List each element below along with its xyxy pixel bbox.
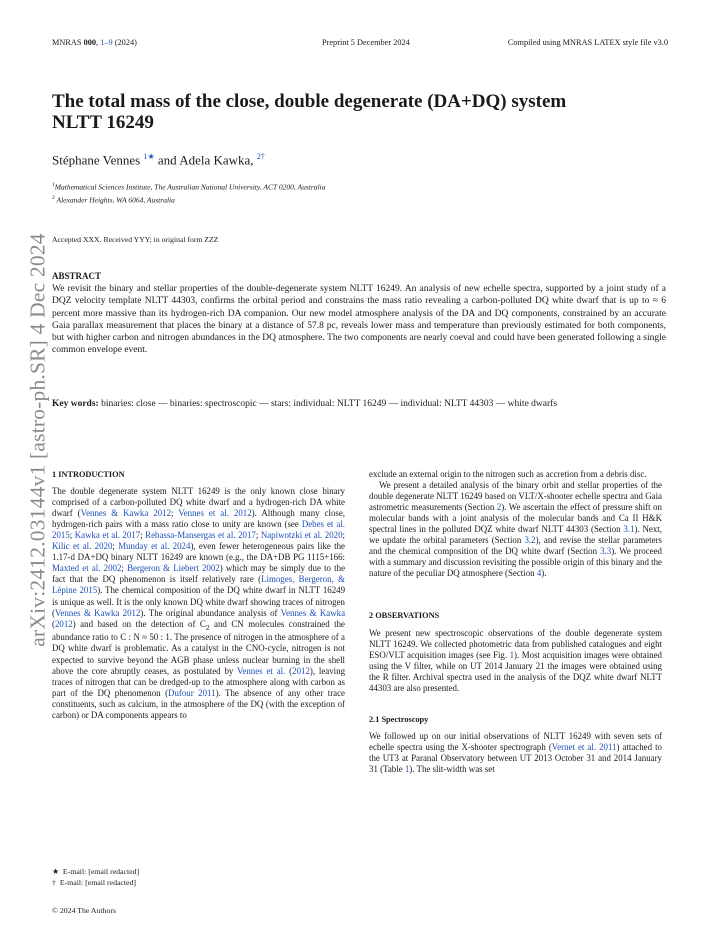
citation-link[interactable]: Debes et al. 2015 xyxy=(52,519,345,541)
author-1: Stéphane Vennes xyxy=(52,152,141,168)
section-ref-link[interactable]: 3.3 xyxy=(600,546,612,557)
citation-link[interactable]: Limoges, Bergeron, & Lépine 2015 xyxy=(52,574,345,596)
page-range-link[interactable]: 1–9 xyxy=(100,38,113,47)
author-list: Stéphane Vennes $^{1★}$ and Adela Kawka, $^{2\dagger}$ xyxy=(52,152,265,168)
author-2: Adela Kawka, xyxy=(179,152,254,168)
citation-link[interactable]: Kawka et al. 2017 xyxy=(74,530,141,541)
subsection-heading-spectroscopy: 2.1 Spectroscopy xyxy=(369,714,429,724)
email-link[interactable]: E-mail: [email redacted] xyxy=(59,877,137,887)
section-ref-link[interactable]: 3.2 xyxy=(524,535,536,546)
citation-link[interactable]: Dufour 2011 xyxy=(168,687,216,698)
citation-link[interactable]: Rebassa-Mansergas et al. 2017 xyxy=(145,530,256,541)
abstract xyxy=(52,270,666,356)
footnote-2: † E-mail: [email redacted] xyxy=(52,877,137,887)
copyright: © 2024 The Authors xyxy=(52,906,117,915)
section-heading-introduction: 1 INTRODUCTION xyxy=(52,470,125,479)
citation-link[interactable]: Vennes & Kawka 2012 xyxy=(80,508,172,519)
footnotes xyxy=(52,867,139,888)
journal-citation: MNRAS 000, 1–9 (2024) xyxy=(52,38,137,47)
section-ref-link[interactable]: 2 xyxy=(496,502,502,513)
section-ref-link[interactable]: 4 xyxy=(536,568,542,579)
affiliation-2: $^2$ Alexander Heights, WA 6064, Australia xyxy=(52,195,175,205)
section-heading-observations: 2 OBSERVATIONS xyxy=(369,611,440,621)
right-column xyxy=(369,469,662,775)
spectroscopy-paragraph: We followed up on our initial observations of NLTT 16249 with seven sets of echelle spectra using the X-shooter spectrograph (Vernet et al. 2011) attached to the UT3 at Paranal Observatory between UT 2013 October 31 and 2014 January 31 (Table 1). The slit-width was set xyxy=(369,730,662,774)
citation-link[interactable]: Vennes & Kawka xyxy=(280,607,346,618)
paper-title: The total mass of the close, double degenerate (DA+DQ) system NLTT 16249 xyxy=(52,91,567,133)
citation-link[interactable]: Napiwotzki et al. 2020 xyxy=(260,530,343,541)
table-ref-link[interactable]: 1 xyxy=(404,763,410,774)
running-header xyxy=(52,38,668,50)
affiliations xyxy=(52,180,325,206)
accepted-note: Accepted XXX. Received YYY; in original form ZZZ xyxy=(52,235,219,244)
citation-link[interactable]: Vennes et al. xyxy=(237,665,286,676)
keywords xyxy=(52,398,666,410)
citation-link[interactable]: Munday et al. 2024 xyxy=(118,541,191,552)
intro-paragraph: The double degenerate system NLTT 16249 is the only known close binary comprised of a carbon-polluted DQ white dwarf and a hydrogen-rich DA white dwarf (Vennes & Kawka 2012; Vennes et al. 2012). Although many close, hydrogen-rich pairs with a mass ratio close to unity are known (see Debes et al. 2015; Kawka et al. 2017; Rebassa-Mansergas et al. 2017; Napiwotzki et al. 2020; Kilic et al. 2020; Munday et al. 2024), even fewer heterogeneous pairs like the 1.17-d DA+DQ binary NLTT 16249 are known (e.g., the DA+DB PG 1115+166: Maxted et al. 2002; Bergeron & Liebert 2002) which may be simply due to the fact that the DQ phenomenon is itself relatively rare (Limoges, Bergeron, & Lépine 2015). The chemical composition of the DQ white dwarf in NLTT 16249 is unique as well. It is the only known DQ white dwarf showing traces of nitrogen (Vennes & Kawka 2012). The original abundance analysis of Vennes & Kawka (2012) and based on the detection of $C_2$ and CN molecules constrained the abundance ratio to C : N ≈ 50 : 1. The presence of nitrogen in the atmosphere of a DQ white dwarf is problematic. As a catalyst in the CNO-cycle, nitrogen is not expected to survive beyond the AGB phase unless nuclear burning in the shell above the core abruptly ceases, as postulated by Vennes et al. (2012), leaving traces of nitrogen that can be dredged-up to the atmosphere along with carbon as part of the DQ phenomenon (Dufour 2011). The absence of any other trace constituents, such as calcium, in the atmosphere of the DQ (with the exception of carbon) or DA components appears to xyxy=(52,486,346,720)
author-2-mark[interactable]: 2† xyxy=(256,152,265,161)
keywords-text: binaries: close — binaries: spectroscopic — stars: individual: NLTT 16249 — individual: NLTT 44303 — white dwarfs xyxy=(98,399,558,409)
author-1-mark[interactable]: 1★ xyxy=(143,152,155,161)
abstract-text: We revisit the binary and stellar properties of the double-degenerate system NLTT 16249. An analysis of new echelle spectra, supported by a joint study of a DQZ velocity template NLTT 44303, confirms the orbital period and constrains the mass ratio revealing a carbon-polluted DQ white dwarf that is up to ≈ 6 percent more massive than its hydrogen-rich DA companion. Our new model atmosphere analysis of the DA and DQ components, constrained by an accurate Gaia parallax measurement that places the binary at a distance of 57.8 pc, reveals lower mass and temperature than previously estimated for both components, but with higher carbon and nitrogen abundances in the DQ atmosphere. The two components are nearly coeval and could have been generated following a single common envelope event. xyxy=(52,284,666,356)
figure-ref-link[interactable]: 1 xyxy=(509,649,515,660)
compiled-note: Compiled using MNRAS LATEX style file v3.0 xyxy=(507,38,668,47)
abstract-heading: ABSTRACT xyxy=(52,271,102,281)
citation-link[interactable]: Vennes & Kawka 2012 xyxy=(54,607,141,618)
section-ref-link[interactable]: 3.1 xyxy=(623,524,635,535)
citation-link[interactable]: 2012 xyxy=(54,618,73,629)
citation-link[interactable]: Bergeron & Liebert 2002 xyxy=(127,563,220,574)
preprint-date: Preprint 5 December 2024 xyxy=(322,38,410,47)
arxiv-stamp-text: arXiv:2412.03144v1 [astro-ph.SR] 4 Dec 2024 xyxy=(25,233,50,647)
citation-link[interactable]: Vernet et al. 2011 xyxy=(551,741,617,752)
observations-paragraph: We present new spectroscopic observations of the double degenerate system NLTT 16249. We collected photometric data from published catalogues and eight ESO/VLT acquisition images (see Fig. 1). Most acquisition images were obtained using the V filter, while on UT 2014 January 21 the images were obtained using the R filter. Archival spectra used in the analysis of the DQZ white dwarf NLTT 44303 are also presented. xyxy=(369,627,662,693)
left-column xyxy=(52,469,345,721)
keywords-label: Key words: xyxy=(52,399,99,409)
intro-paragraph-continued: exclude an external origin to the nitrogen such as accretion from a debris disc. xyxy=(369,469,647,479)
citation-link[interactable]: Kilic et al. 2020 xyxy=(52,541,113,552)
affiliation-1: $^1$Mathematical Sciences Institute, The Australian National University, ACT 0200, Australia xyxy=(52,182,326,192)
intro-paragraph-outline: We present a detailed analysis of the binary orbit and stellar properties of the double degenerate NLTT 16249 based on VLT/X-shooter echelle spectra and Gaia astrometric measurements (Section 2). We ascertain the effect of pressure shift on molecular bands with a joint analysis of the molecular bands and Ca II H&K spectral lines in the polluted DQZ white dwarf NLTT 44303 (Section 3.1). Next, we update the orbital parameters (Section 3.2), and revise the stellar parameters and the chemical composition of the DQ white dwarf (Section 3.3). We proceed with a summary and discussion revisiting the possible origin of this binary and the nature of the peculiar DQ atmosphere (Section 4). xyxy=(369,480,662,579)
citation-link[interactable]: 2012 xyxy=(292,665,310,676)
citation-link[interactable]: Maxted et al. 2002 xyxy=(52,563,122,574)
footnote-1: ★ E-mail: [email redacted] xyxy=(52,867,140,876)
email-link[interactable]: E-mail: [email redacted] xyxy=(62,867,140,876)
citation-link[interactable]: Vennes et al. 2012 xyxy=(178,508,252,519)
